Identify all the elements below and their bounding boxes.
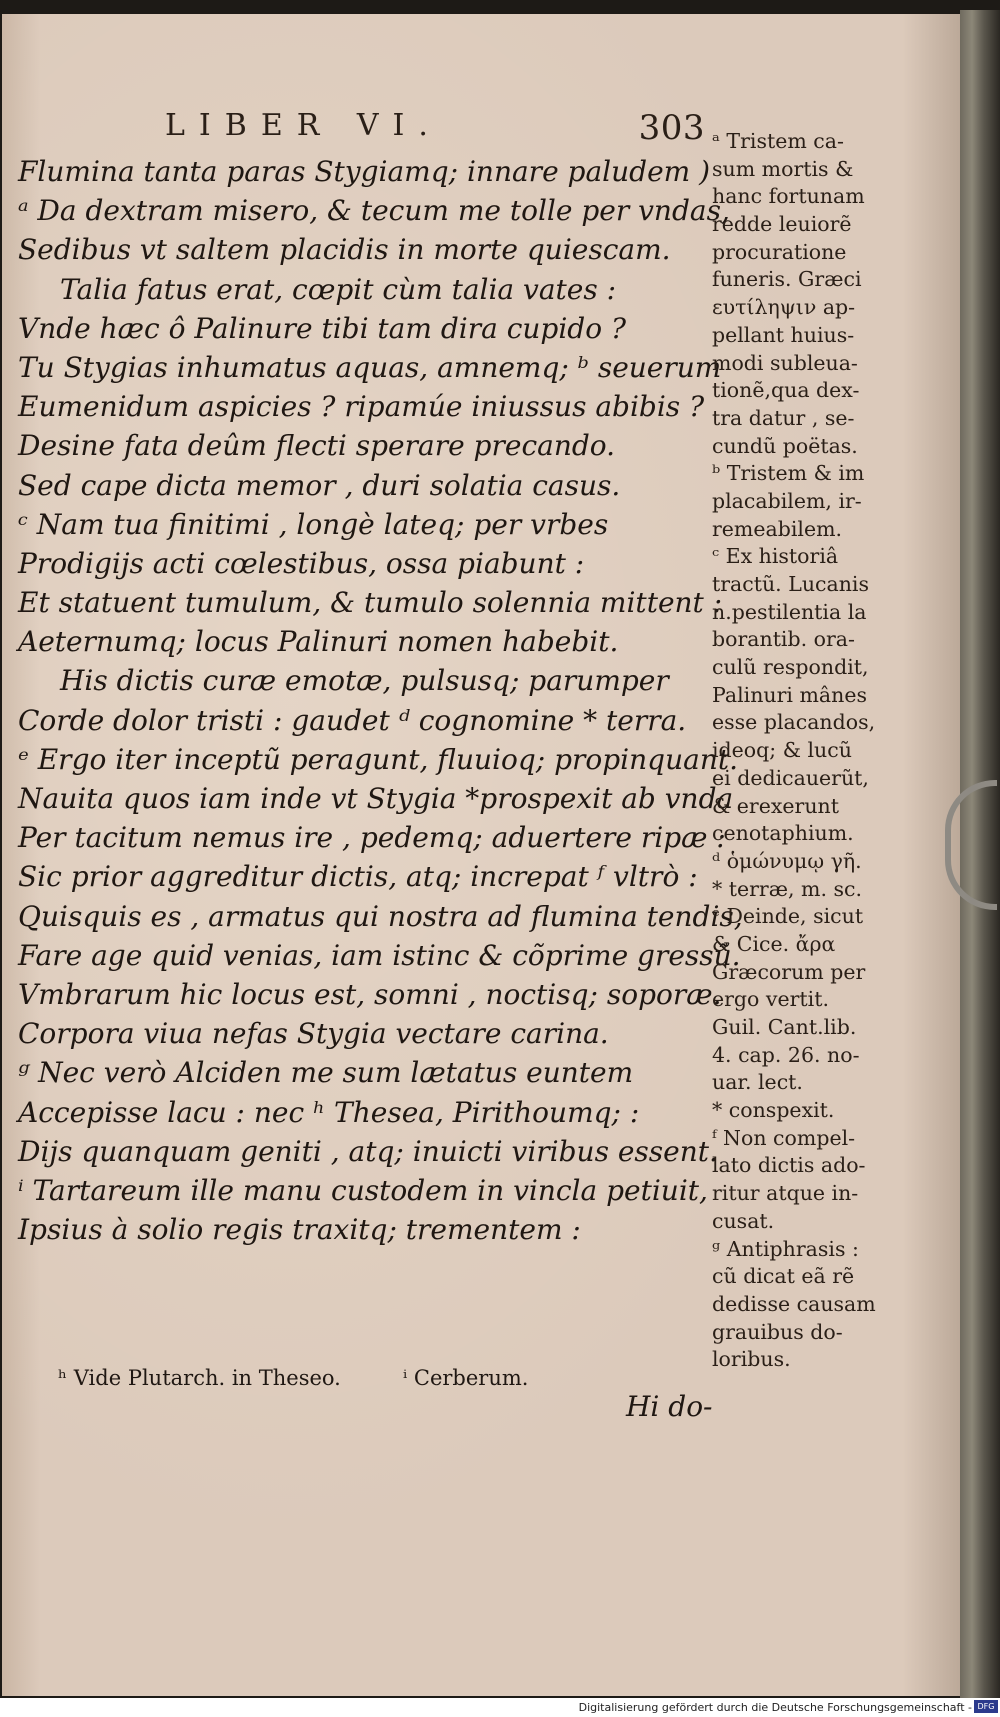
footnote-i: ⁱ Cerberum. bbox=[403, 1366, 529, 1390]
margin-note-line: loribus. bbox=[712, 1347, 791, 1372]
margin-note-line: ᵇ Tristem & im bbox=[712, 461, 865, 486]
verse-line: Corpora viua nefas Stygia vectare carina. bbox=[18, 1017, 609, 1051]
verse-line: Eumenidum aspicies ? ripamúe iniussus abibis ? bbox=[18, 390, 705, 424]
margin-note-line: lato dictis ado- bbox=[712, 1153, 866, 1178]
margin-note-line: cũ dicat eã rẽ bbox=[712, 1264, 855, 1289]
running-title: LIBER VI. bbox=[165, 108, 442, 143]
margin-note-line: ideoq; & lucũ bbox=[712, 738, 852, 763]
margin-note-line: culũ respondit, bbox=[712, 655, 869, 680]
margin-note-line: 4. cap. 26. no- bbox=[712, 1042, 860, 1067]
verse-line: Dijs quanquam geniti , atq; inuicti viribus essent. bbox=[18, 1134, 718, 1168]
verse-line: Talia fatus erat, cœpit cùm talia vates : bbox=[60, 272, 617, 306]
margin-note-line: funeris. Græci bbox=[712, 267, 862, 292]
verse-line: ⁱ Tartareum ille manu custodem in vincla petiuit, bbox=[18, 1173, 708, 1207]
main-text-block bbox=[18, 152, 743, 1249]
margin-note-line: * terræ, m. sc. bbox=[712, 876, 863, 901]
footnote-h: ʰ Vide Plutarch. in Theseo. bbox=[58, 1366, 341, 1390]
verse-line: Corde dolor tristi : gaudet ᵈ cognomine * terra. bbox=[18, 703, 687, 737]
margin-note-line: ritur atque in- bbox=[712, 1181, 859, 1206]
margin-note-line: ei dedicauerũt, bbox=[712, 765, 869, 790]
verse-line: Flumina tanta paras Stygiamq; innare paludem ) bbox=[18, 155, 711, 188]
verse-line: ᶜ Nam tua finitimi , longè lateq; per vrbes bbox=[18, 507, 609, 541]
running-header bbox=[165, 108, 705, 148]
margin-note-line: uar. lect. bbox=[712, 1070, 803, 1095]
margin-note-line: placabilem, ir- bbox=[712, 488, 862, 513]
verse-line: Tu Stygias inhumatus aquas, amnemq; ᵇ seuerum bbox=[18, 350, 722, 384]
margin-note-line: hanc fortunam bbox=[712, 184, 865, 209]
margin-note-line: grauibus do- bbox=[712, 1319, 843, 1344]
margin-note-line: ᵍ Antiphrasis : bbox=[712, 1236, 859, 1261]
margin-note-line: ᶠ Non compel- bbox=[712, 1125, 856, 1150]
verse-line: Ipsius à solio regis traxitq; trementem : bbox=[18, 1213, 581, 1247]
verse-line: Sedibus vt saltem placidis in morte quiescam. bbox=[18, 233, 671, 267]
verse-line: His dictis curæ emotæ, pulsusq; parumper bbox=[60, 664, 669, 698]
margin-note-line: redde leuiorẽ bbox=[712, 212, 852, 237]
margin-note-line: Guil. Cant.lib. bbox=[712, 1015, 857, 1039]
margin-note-line: procuratione bbox=[712, 239, 847, 264]
verse-line: Per tacitum nemus ire , pedemq; aduertere ripæ : bbox=[18, 821, 726, 855]
footnotes bbox=[58, 1366, 578, 1396]
catchword: Hi do- bbox=[626, 1390, 713, 1423]
margin-note-line: esse placandos, bbox=[712, 710, 876, 735]
verse-line: Nauita quos iam inde vt Stygia *prospexit ab vnda bbox=[18, 782, 734, 815]
margin-note-line: tractũ. Lucanis bbox=[712, 572, 870, 596]
verse-line: Quisquis es , armatus qui nostra ad flumina tendis, bbox=[18, 899, 743, 933]
margin-note-line: ευτίληψιν ap- bbox=[712, 295, 856, 320]
margin-note-line: ergo vertit. bbox=[712, 987, 829, 1012]
verse-line: Vmbrarum hic locus est, somni , noctisq; soporæ. bbox=[18, 977, 722, 1011]
dfg-logo-icon: DFG bbox=[974, 1700, 998, 1713]
margin-note-line: & erexerunt bbox=[712, 793, 839, 818]
verse-line: Sed cape dicta memor , duri solatia casus. bbox=[18, 468, 621, 502]
margin-note-line: ᵉ Deinde, sicut bbox=[712, 904, 864, 929]
margin-notes-block bbox=[712, 128, 890, 1374]
verse-line: Aeternumq; locus Palinuri nomen habebit. bbox=[18, 625, 619, 659]
margin-note-line: tra datur , se- bbox=[712, 405, 855, 430]
digitization-footer bbox=[0, 1698, 1000, 1717]
verse-line: Accepisse lacu : nec ʰ Thesea, Pirithoumq; : bbox=[18, 1095, 640, 1129]
margin-note-line: cenotaphium. bbox=[712, 821, 854, 846]
margin-note-line: ᵃ Tristem ca- bbox=[712, 129, 844, 153]
verse-line: Vnde hæc ô Palinure tibi tam dira cupido ? bbox=[18, 311, 626, 345]
margin-note-line: sum mortis & bbox=[712, 156, 854, 181]
margin-note-line: borantib. ora- bbox=[712, 627, 855, 652]
margin-note-line: cusat. bbox=[712, 1208, 775, 1233]
verse-line: Fare age quid venias, iam istinc & cõprime gressũ. bbox=[18, 938, 741, 972]
verse-line: ᵃ Da dextram misero, & tecum me tolle per vndas, bbox=[18, 194, 730, 228]
verse-line: Desine fata deûm flecti sperare precando. bbox=[18, 429, 616, 463]
margin-note-line: ᶜ Ex historiâ bbox=[712, 544, 839, 569]
page-number: 303 bbox=[638, 108, 705, 148]
verse-line: Et statuent tumulum, & tumulo solennia mittent : bbox=[18, 586, 723, 620]
verse-line: Sic prior aggreditur dictis, atq; increpat ᶠ vltrò : bbox=[18, 860, 698, 894]
margin-note-line: tionẽ,qua dex- bbox=[712, 378, 860, 403]
margin-note-line: pellant huius- bbox=[712, 322, 855, 347]
footer-credit: Digitalisierung gefördert durch die Deutsche Forschungsgemeinschaft - bbox=[578, 1701, 972, 1714]
margin-note-line: remeabilem. bbox=[712, 516, 843, 541]
margin-note-line: Græcorum per bbox=[712, 959, 866, 984]
margin-note-line: ᵈ ὁμώνυμῳ γῆ. bbox=[712, 848, 862, 873]
verse-line: ᵍ Nec verò Alciden me sum lætatus euntem bbox=[18, 1056, 634, 1090]
margin-note-line: & Cice. ἄρα bbox=[712, 931, 836, 956]
margin-note-line: dedisse causam bbox=[712, 1291, 876, 1316]
margin-note-line: * conspexit. bbox=[712, 1098, 835, 1123]
margin-note-line: Palinuri mânes bbox=[712, 682, 868, 707]
verse-line: Prodigijs acti cœlestibus, ossa piabunt : bbox=[18, 546, 585, 580]
margin-note-line: n.pestilentia la bbox=[712, 599, 867, 624]
verse-line: ᵉ Ergo iter inceptũ peragunt, fluuioq; propinquant. bbox=[18, 742, 739, 776]
margin-note-line: cundũ poëtas. bbox=[712, 433, 858, 458]
margin-note-line: modi subleua- bbox=[712, 350, 858, 375]
